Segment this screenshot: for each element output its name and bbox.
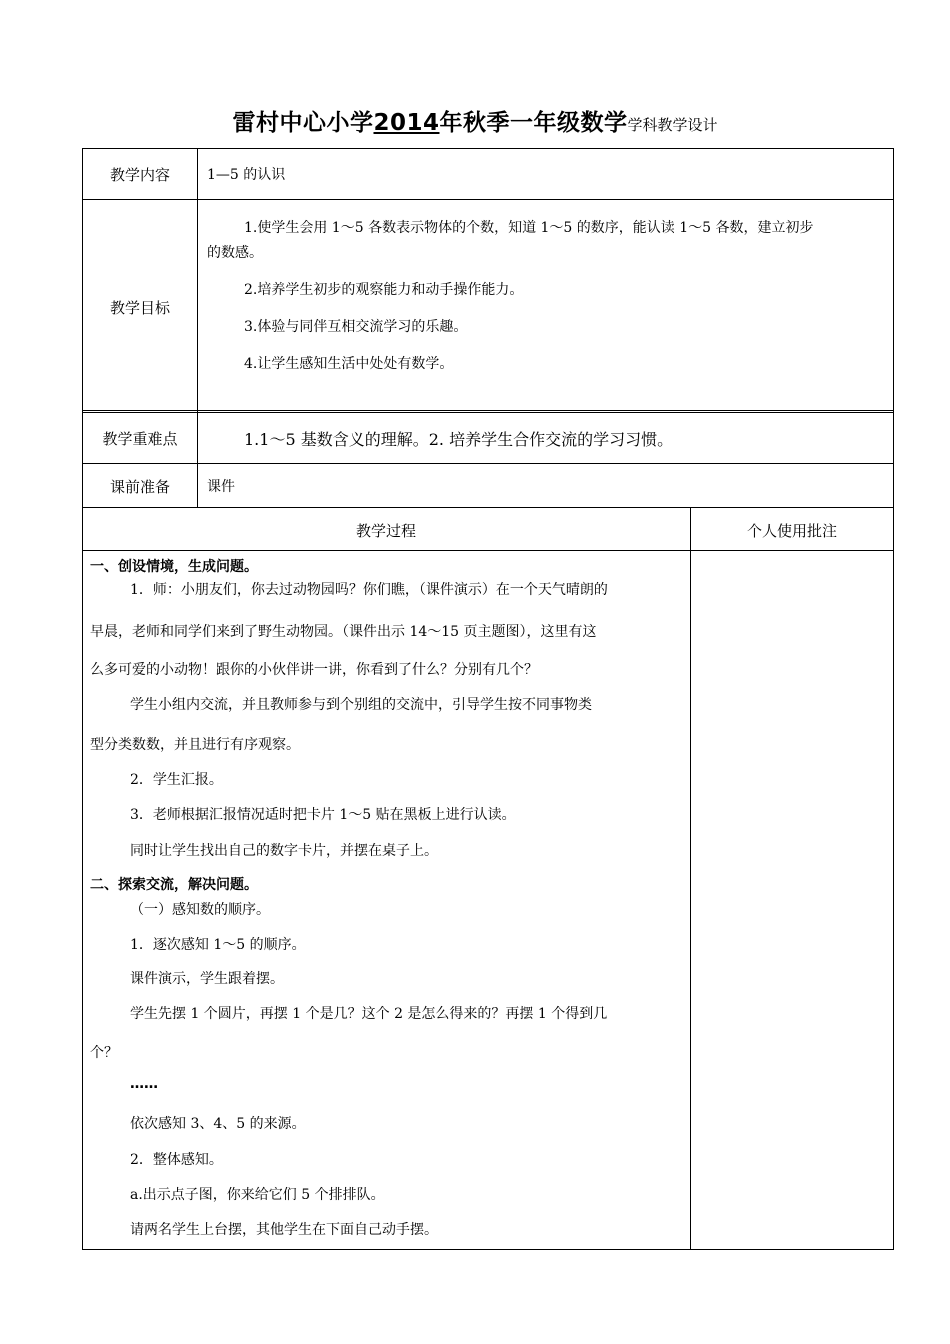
value-key-points: 1.1～5 基数含义的理解。2. 培养学生合作交流的学习习惯。	[244, 430, 674, 449]
process-line: 早晨，老师和同学们来到了野生动物园。（课件出示 14～15 页主题图），这里有这	[90, 624, 597, 640]
row-divider	[82, 410, 894, 411]
process-line: ……	[130, 1076, 158, 1092]
process-line: 1．师：小朋友们，你去过动物园吗？你们瞧，（课件演示）在一个天气晴朗的	[130, 582, 608, 598]
process-header: 教学过程	[355, 522, 416, 540]
title-subtitle: 学科教学设计	[627, 116, 718, 134]
process-line: 请两名学生上台摆，其他学生在下面自己动手摆。	[130, 1222, 438, 1238]
notes-header: 个人使用批注	[746, 522, 837, 540]
label-column-divider	[197, 148, 198, 507]
process-line: 型分类数数，并且进行有序观察。	[90, 737, 300, 753]
table-border-top	[82, 148, 894, 149]
document-title	[0, 104, 950, 137]
value-preparation: 课件	[207, 479, 235, 495]
row-divider	[82, 507, 894, 508]
process-line: 依次感知 3、4、5 的来源。	[130, 1116, 306, 1132]
table-border-bottom	[82, 1249, 894, 1250]
value-content: 1—5 的认识	[207, 167, 286, 183]
process-line: 么多可爱的小动物！跟你的小伙伴讲一讲，你看到了什么？分别有几个？	[90, 662, 538, 678]
process-line: 学生小组内交流，并且教师参与到个别组的交流中，引导学生按不同事物类	[130, 697, 592, 713]
row-divider	[82, 463, 894, 464]
title-suffix: 年秋季一年级数学	[439, 110, 628, 136]
label-goals: 教学目标	[109, 299, 170, 317]
goal-item: 的数感。	[207, 245, 263, 261]
table-border-right	[893, 148, 894, 1250]
row-divider	[82, 550, 894, 551]
process-line: （一）感知数的顺序。	[130, 902, 270, 918]
title-year: 2014	[373, 110, 440, 136]
goal-item: 3.体验与同伴互相交流学习的乐趣。	[244, 319, 468, 335]
process-line: a.出示点子图，你来给它们 5 个排排队。	[130, 1187, 385, 1203]
label-content: 教学内容	[109, 166, 170, 184]
notes-column-divider	[690, 507, 691, 1250]
label-key-points: 教学重难点	[102, 430, 178, 448]
goal-item: 1.使学生会用 1～5 各数表示物体的个数，知道 1～5 的数序，能认读 1～5 各数，建立初步	[244, 220, 814, 236]
process-line: 课件演示，学生跟着摆。	[130, 971, 284, 987]
section-heading: 二、探索交流，解决问题。	[90, 877, 258, 893]
section-heading: 一、创设情境，生成问题。	[90, 559, 258, 575]
process-line: 学生先摆 1 个圆片，再摆 1 个是几？这个 2 是怎么得来的？再摆 1 个得到几	[130, 1006, 608, 1022]
process-line: 2．整体感知。	[130, 1152, 223, 1168]
process-line: 1．逐次感知 1～5 的顺序。	[130, 937, 306, 953]
row-divider	[82, 412, 894, 413]
goal-item: 4.让学生感知生活中处处有数学。	[244, 356, 454, 372]
process-line: 2．学生汇报。	[130, 772, 223, 788]
process-line: 同时让学生找出自己的数字卡片，并摆在桌子上。	[130, 843, 438, 859]
process-line: 3．老师根据汇报情况适时把卡片 1～5 贴在黑板上进行认读。	[130, 807, 516, 823]
process-line: 个？	[90, 1045, 118, 1061]
label-preparation: 课前准备	[109, 478, 170, 496]
goal-item: 2.培养学生初步的观察能力和动手操作能力。	[244, 282, 524, 298]
title-prefix: 雷村中心小学	[232, 110, 374, 136]
row-divider	[82, 199, 894, 200]
